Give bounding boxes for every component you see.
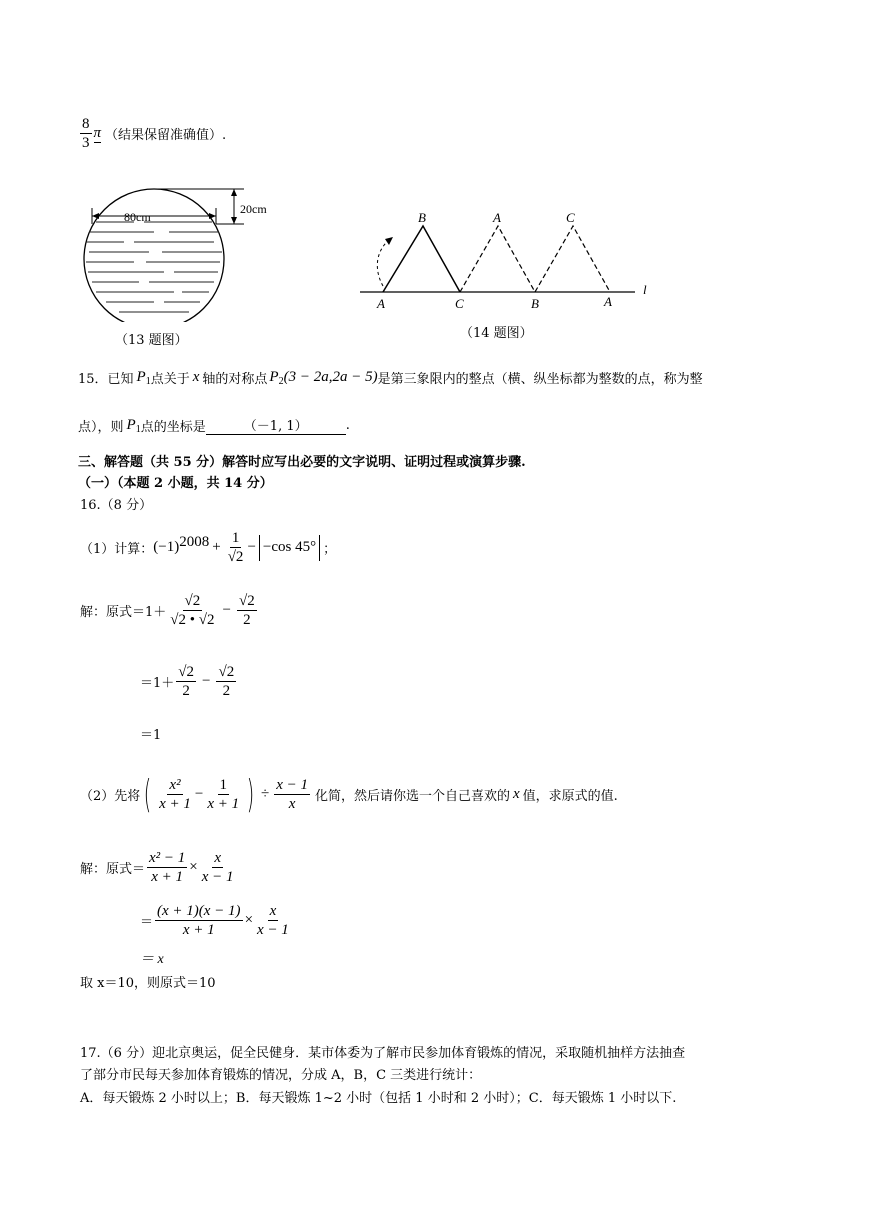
figure-14-triangles (355, 208, 665, 318)
q15-line1: 15．已知 P 1 点关于 x 轴的对称点 P 2 (3 − 2a,2a − 5) 是第三象限内的整点（横、纵坐标都为整数的点，称为整 (78, 369, 703, 387)
section-3-subtitle: （一）（本题 2 小题，共 14 分） (78, 476, 273, 491)
label-A-top: A (493, 210, 501, 225)
height-label: 20cm (240, 202, 267, 216)
answer-13-line (78, 116, 226, 151)
section-3-title: 三、解答题（共 55 分）解答时应写出必要的文字说明、证明过程或演算步骤. (78, 455, 526, 470)
label-C-top: C (566, 210, 575, 225)
answer-13-note: （结果保留准确值）. (105, 128, 227, 143)
label-C-base: C (455, 296, 464, 311)
q17-line1: 17.（6 分）迎北京奥运，促全民健身．某市体委为了解市民参加体育锻炼的情况，采取随机抽样方法抽查 (80, 1046, 686, 1061)
q16-take-x: 取 x＝10，则原式＝10 (80, 976, 216, 991)
q16-sol1-line1: 解：原式＝1＋ $\frac{√2}{√2 • √2}$ − $\frac{√2}{2}$ (80, 593, 255, 628)
q16-sol2-line2: ＝ $\frac{(x + 1)(x - 1)}{x + 1}$ × $\frac{x}{x - 1}$ (140, 903, 289, 938)
label-B-base: B (531, 296, 539, 311)
label-B-top: B (418, 210, 426, 225)
label-A-end: A (604, 294, 612, 309)
q15-line2: 点），则 P 1 点的坐标是 （－1, 1） . (78, 416, 350, 435)
q17-line3: A．每天锻炼 2 小时以上；B．每天锻炼 1~2 小时（包括 1 小时和 2 小时）；C．每天锻炼 1 小时以下. (80, 1091, 677, 1106)
q16-sol2-line3: ＝ x (140, 952, 164, 967)
q16-sol2-line1: 解：原式＝ $\frac{\text{x² − 1}}{x + 1}$ × $\frac{x}{x - 1}$ (80, 850, 234, 885)
q16-heading: 16.（8 分） (80, 498, 153, 513)
label-line-l: l (643, 282, 647, 297)
fraction-8-3: $\frac{8}{3}$ (82, 116, 90, 151)
label-A-base: A (377, 296, 385, 311)
q16-part1: （1）计算： (−1) 2008 + $\frac{1}{√2}$ − −cos 45° ； (80, 530, 337, 565)
figure-14-caption: （14 题图） (460, 326, 533, 341)
figure-13-caption: （13 题图） (115, 333, 188, 348)
q15-answer-blank: （－1, 1） (206, 415, 346, 435)
q17-line2: 了部分市民每天参加体育锻炼的情况，分成 A，B，C 三类进行统计： (80, 1068, 482, 1083)
q16-sol1-line3: ＝1 (140, 728, 162, 743)
q16-part2: （2）先将 ( $\frac{\text{x²}}{x + 1}$ − $\frac{1}{x + 1}$ ) ÷ $\frac{x - 1}{x}$ 化简，然后请你选一个自己喜欢的 x 值，求原式的值. (80, 772, 618, 816)
figure-13-circle (74, 182, 284, 322)
width-label: 80cm (124, 210, 151, 224)
q16-sol1-line2: ＝1＋ $\frac{√2}{2}$ − $\frac{√2}{2}$ (140, 664, 235, 699)
pi-symbol: π (93, 124, 102, 141)
